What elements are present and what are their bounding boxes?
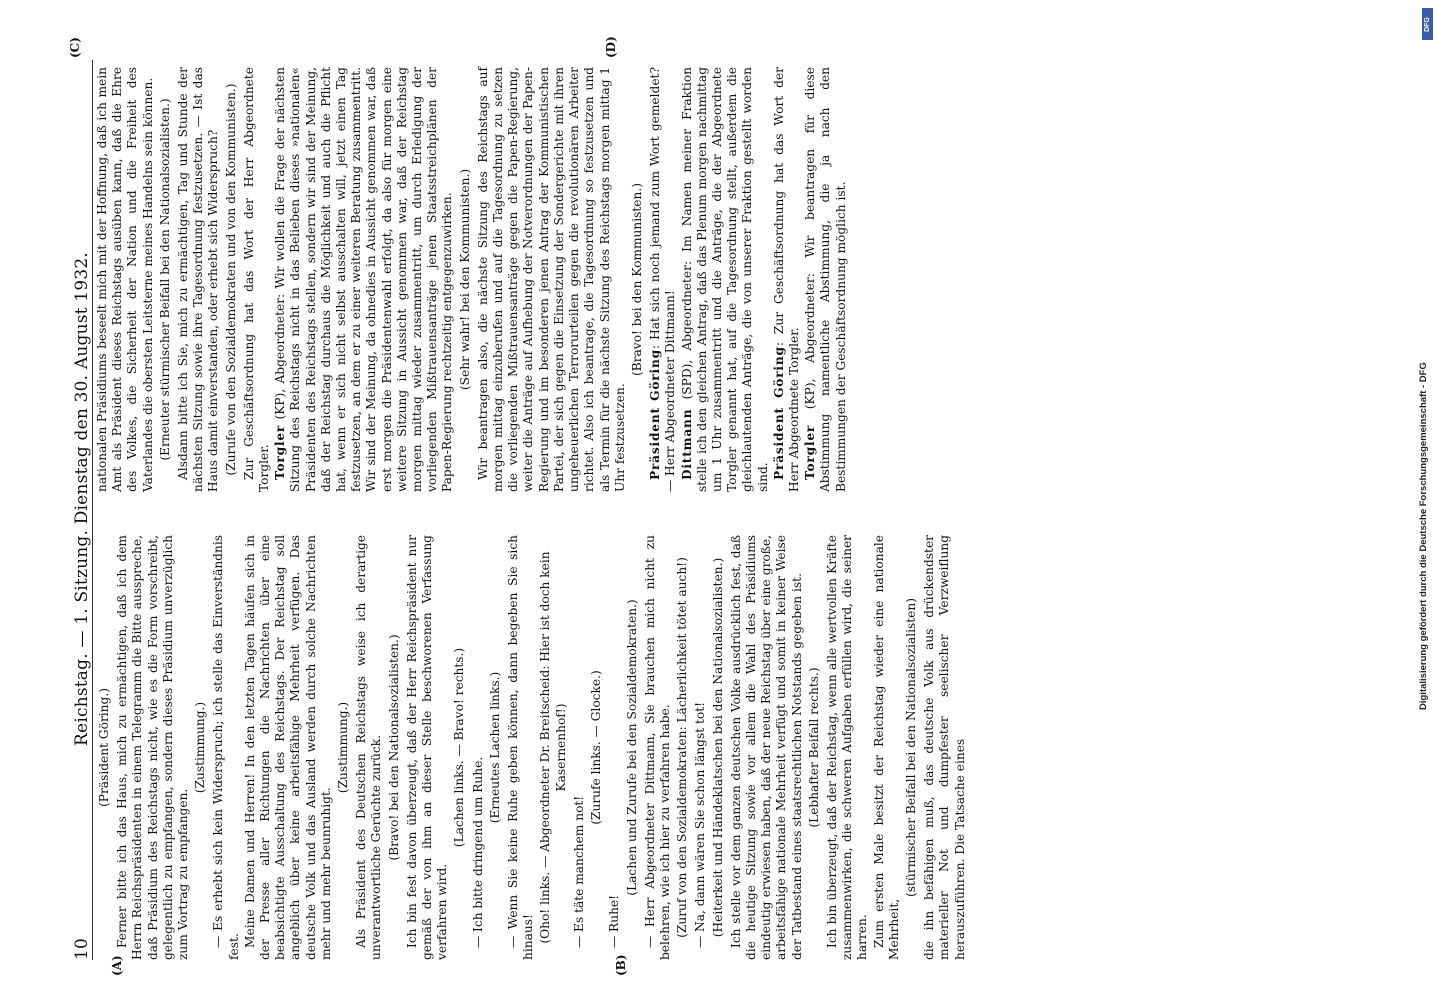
speech-paragraph bbox=[607, 535, 622, 960]
interjection-line bbox=[193, 535, 208, 960]
speech-paragraph bbox=[176, 67, 222, 492]
paragraph-text: (Zustimmung.) bbox=[336, 701, 351, 794]
paragraph-text: (Heiterkeit und Händeklatschen bei den Nationalsozialisten.) bbox=[710, 557, 725, 938]
interjection-line bbox=[97, 535, 112, 960]
paragraph-text: — Wenn Sie keine Ruhe geben können, dann begeben Sie sich hinaus! bbox=[506, 535, 536, 960]
paragraph-text: (KP), Abgeordneter: Wir beantragen für diese Abstimmung namentliche Abstimmung, die ja nach den Bestimmungen der Geschäftsordnung möglich ist. bbox=[803, 67, 848, 492]
paragraph-text: Als Präsident des Deutschen Reichstags weise ich derartige unverantwortliche Gerüchte zurück. bbox=[354, 535, 384, 960]
speech-paragraph bbox=[680, 67, 771, 492]
paragraph-text: die ihn befähigen muß, das deutsche Volk aus drückendster materieller Not und dumpfester seelischer Verzweiflung herauszuführen. Die Tatsache eines bbox=[922, 535, 967, 960]
speech-paragraph bbox=[243, 535, 334, 960]
dfg-logo bbox=[1422, 8, 1433, 40]
interjection-line bbox=[158, 67, 173, 492]
running-title: Reichstag. — 1. Sitzung. Dienstag den 30. August 1932. bbox=[72, 252, 92, 746]
speech-paragraph bbox=[693, 535, 708, 960]
paragraph-text: Alsdann bitte ich Sie, mich zu ermächtigen, Tag und Stunde der nächsten Sitzung sowie ihre Tagesordnung festzusetzen. — Ist das Haus damit einverstanden, oder erhebt sich Widerspruch? bbox=[176, 67, 221, 492]
speech-paragraph bbox=[211, 535, 241, 960]
speech-paragraph bbox=[273, 67, 455, 492]
speech-paragraph bbox=[115, 535, 191, 960]
speech-paragraph bbox=[648, 67, 678, 492]
speaker-name: Dittmann bbox=[679, 408, 694, 480]
speech-paragraph bbox=[405, 535, 451, 960]
speaker-name: Präsident Göring bbox=[771, 346, 786, 480]
interjection-line bbox=[904, 535, 919, 960]
paragraph-text: Ich stelle vor dem ganzen deutschen Volke ausdrücklich fest, daß die heutige Sitzung sowie vor allem die Wahl des Präsidiums eindeutig erwiesen haben, daß der neue Reichstag über eine große, arbeitsfähige nationale Mehrheit verfügt und somit in keiner Weise der Tatbestand eines staatsrechtlichen Notstands gegeben ist. bbox=[728, 535, 804, 960]
speech-paragraph bbox=[803, 67, 849, 492]
paragraph-text: — Herr Abgeordneter Dittmann, Sie brauchen mich nicht zu belehren, wie ich hier zu verfahren habe. bbox=[642, 535, 672, 960]
speech-paragraph bbox=[95, 67, 156, 492]
interjection-line bbox=[224, 67, 239, 492]
interjection-line bbox=[538, 535, 568, 960]
margin-marker-d: (D) bbox=[604, 36, 618, 58]
paragraph-text: (Lachen und Zurufe bei den Sozialdemokraten.) bbox=[624, 599, 639, 896]
speech-paragraph bbox=[242, 67, 272, 492]
dfg-logo-text: DFG bbox=[1424, 16, 1431, 32]
paragraph-text: Meine Damen und Herren! In den letzten Tagen häufen sich in der Presse aller Richtungen die Nachrichten über eine beabsichtigte Ausschaltung des Reichstags. Der Reichstag soll angeblich über keine arbeitsfähige Mehrheit verfügen. Das deutsche Volk und das Ausland werden durch solche Nachrichten mehr und mehr beunruhigt. bbox=[242, 535, 333, 960]
speech-paragraph bbox=[476, 67, 628, 492]
speech-paragraph bbox=[729, 535, 805, 960]
interjection-line bbox=[807, 535, 822, 960]
paragraph-text: Zur Geschäftsordnung hat das Wort der Herr Abgeordnete Torgler. bbox=[241, 67, 272, 492]
paragraph-text: : Hat sich noch jemand zum Wort gemeldet? — Herr Abgeordneter Dittmann! bbox=[648, 67, 678, 492]
paragraph-text: — Es täte manchem not! bbox=[571, 795, 586, 948]
paragraph-text: (Zustimmung.) bbox=[193, 701, 208, 794]
paragraph-text: (Präsident Göring.) bbox=[97, 688, 111, 807]
speech-paragraph bbox=[825, 535, 871, 960]
paragraph-text: (SPD), Abgeordneter: Im Namen meiner Fraktion stelle ich den gleichen Antrag, daß das Plenum morgen nachmittag um 1 Uhr zusammentritt und die Anträge, die der Abgeordnete Torgler genannt hat, auf die Tagesordnung stellt, außerdem die gleichlautenden Anträge, die von unserer Fraktion gestellt worden sind. bbox=[679, 67, 770, 492]
paragraph-text: (Zurufe von den Sozialdemokraten und von den Kommunisten.) bbox=[223, 83, 238, 476]
paragraph-text: Wir beantragen also, die nächste Sitzung des Reichstags auf morgen mittag einzuberufen und auf die Tagesordnung zu setzen die vorliegenden Mißtrauensanträge gegen die Papen-Regierung, weiter die Anträge auf Aufhebung der Notverordnungen der Papen-Regierung und im besonderen jenen Antrag der Kommunistischen Partei, der sich gegen die Einsetzung der Sondergerichte mit ihren ungeheuerlichen Terrorurteilen gegen die revolutionären Arbeiter richtet. Also ich beantrage, die Tagesordnung so festzusetzen und als Termin für die nächste Sitzung des Reichstags morgen mittag 1 Uhr festzusetzen. bbox=[475, 67, 627, 492]
interjection-line bbox=[387, 535, 402, 960]
paragraph-text: (Lebhafter Beifall rechts.) bbox=[806, 667, 821, 828]
margin-marker-c: (C) bbox=[68, 37, 82, 58]
paragraph-text: (KP), Abgeordneter: Wir wollen die Frage der nächsten Sitzung des Reichstags nicht in das Belieben dieses »nationalen« Präsidenten des Reichstags stellen, sondern wir sind der Meinung, daß der Reichstag durchaus die Möglichkeit und auch die Pflicht hat, wenn er sich nicht selbst ausschalten will, jetzt einen Tag festzusetzen, an dem er zu einer weiteren Beratung zusammentritt. Wir sind der Meinung, da ohnedies in Aussicht genommen war, daß erst morgen die Präsidentenwahl erfolgt, da also für morgen eine weitere Sitzung in Aussicht genommen war, daß der Reichstag morgen mittag wieder zusammentritt, um durch Erledigung der vorliegenden Mißtrauensanträge jenen Staatsstreichplänen der Papen-Regierung rechtzeitig entgegenzuwirken. bbox=[273, 67, 455, 492]
speech-paragraph bbox=[922, 535, 968, 960]
paragraph-text: : Zur Geschäftsordnung hat das Wort der Herr Abgeordnete Torgler. bbox=[771, 67, 801, 492]
paragraph-text: (Lachen links. — Bravo! rechts.) bbox=[452, 647, 467, 848]
credit-text: Digitalisierung gefördert durch die Deutsche Forschungsgemeinschaft - DFG bbox=[1418, 362, 1429, 710]
paragraph-text: (Bravo! bei den Nationalsozialisten.) bbox=[386, 634, 401, 861]
interjection-line bbox=[458, 67, 473, 492]
interjection-line bbox=[711, 535, 726, 960]
running-header bbox=[72, 60, 93, 960]
paragraph-text: (Bravo! bei den Kommunisten.) bbox=[629, 183, 644, 376]
speech-paragraph bbox=[772, 67, 802, 492]
paragraph-text: (Zuruf von den Sozialdemokraten: Lächerlichkeit tötet auch!) bbox=[675, 557, 690, 938]
text-column-right bbox=[95, 67, 850, 492]
paragraph-text: — Ich bitte dringend um Ruhe. bbox=[470, 756, 485, 948]
paragraph-text: — Ruhe! bbox=[607, 894, 622, 948]
paragraph-text: — Na, dann wären Sie schon längst tot! bbox=[693, 701, 708, 948]
paragraph-text: (Zurufe links. — Glocke.) bbox=[589, 670, 604, 825]
interjection-line bbox=[452, 535, 467, 960]
margin-marker-b: (B) bbox=[614, 954, 628, 976]
paragraph-text: (Erneuter stürmischer Beifall bei den Nationalsozialisten.) bbox=[157, 98, 172, 461]
paragraph-text: (Erneutes Lachen links.) bbox=[487, 671, 502, 824]
margin-marker-a: (A) bbox=[110, 955, 124, 976]
speaker-name: Präsident Göring bbox=[648, 349, 663, 480]
paragraph-text: Zum ersten Male besitzt der Reichstag wieder eine nationale Mehrheit, bbox=[871, 535, 901, 960]
speech-paragraph bbox=[471, 535, 486, 960]
page-number: 10 bbox=[72, 937, 92, 960]
paragraph-text: (stürmischer Beifall bei den Nationalsozialisten) bbox=[903, 598, 918, 897]
paragraph-text: (Oho! links. — Abgeordneter Dr. Breitscheid: Hier ist doch kein Kasernenhof!) bbox=[538, 551, 568, 944]
interjection-line bbox=[630, 67, 645, 492]
paragraph-text: (Sehr wahr! bei den Kommunisten.) bbox=[457, 168, 472, 391]
speech-paragraph bbox=[872, 535, 902, 960]
speaker-name: Torgler bbox=[273, 424, 288, 480]
speech-paragraph bbox=[572, 535, 587, 960]
paragraph-text: Ferner bitte ich das Haus, mich zu ermächtigen, daß ich dem Herrn Reichspräsidenten in einem Telegramm die Bitte ausspreche, daß Präsidium des Reichstags nicht, wie es die Form vorschreibt, gelegentlich zu empfangen, sondern dieses Präsidium unverzüglich zum Vortrag zu empfangen. bbox=[115, 535, 191, 960]
speech-paragraph bbox=[506, 535, 536, 960]
paragraph-text: Ich bin fest davon überzeugt, daß der Herr Reichspräsident nur gemäß der von ihm an dieser Stelle beschworenen Verfassung verfahren wird. bbox=[404, 535, 450, 960]
text-column-left bbox=[95, 535, 969, 960]
interjection-line bbox=[675, 535, 690, 960]
interjection-line bbox=[589, 535, 604, 960]
speech-paragraph bbox=[643, 535, 673, 960]
speech-paragraph bbox=[354, 535, 384, 960]
interjection-line bbox=[625, 535, 640, 960]
interjection-line bbox=[488, 535, 503, 960]
interjection-line bbox=[336, 535, 351, 960]
paragraph-text: nationalen Präsidiums beseelt mich mit der Hoffnung, daß ich mein Amt als Präsident dieses Reichstags ausüben kann, daß die Ehre des Volkes, die Sicherheit der Nation und die Freiheit des Vaterlandes die obersten Leitsterne meines Handelns sein können. bbox=[95, 67, 155, 492]
digitization-credit bbox=[1418, 10, 1434, 990]
paragraph-text: Ich bin überzeugt, daß der Reichstag, wenn alle wertvollen Kräfte zusammenwirken, die schweren Aufgaben erfüllen wird, die seiner harren. bbox=[824, 535, 870, 960]
paragraph-text: — Es erhebt sich kein Widerspruch; ich stelle das Einverständnis fest. bbox=[211, 535, 241, 960]
speaker-name: Torgler bbox=[803, 424, 818, 480]
